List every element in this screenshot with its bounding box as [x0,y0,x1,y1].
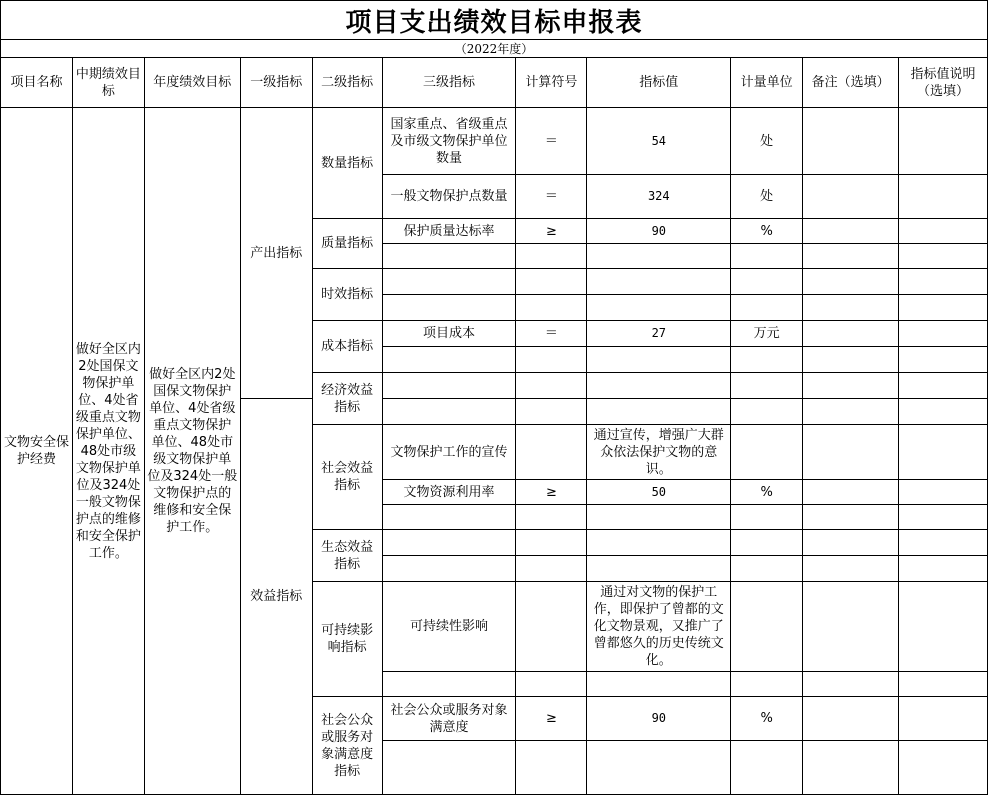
remark-cell [803,741,899,795]
symbol-cell [516,373,587,399]
value-cell [587,505,731,530]
note-cell [899,425,988,480]
remark-cell [803,108,899,175]
remark-cell [803,219,899,244]
unit-cell [731,244,803,269]
remark-cell [803,373,899,399]
remark-cell [803,425,899,480]
unit-cell [731,582,803,672]
remark-cell [803,582,899,672]
indicator-cell [382,399,516,425]
indicator-cell [382,530,516,556]
indicator-cell [382,373,516,399]
header-cell: 项目名称 [1,58,73,108]
note-cell [899,741,988,795]
unit-cell [731,425,803,480]
value-cell [587,399,731,425]
sheet-year: （2022年度） [0,39,988,58]
note-cell [899,347,988,373]
level2-timeliness-cell: 时效指标 [312,269,382,321]
remark-cell [803,672,899,697]
note-cell [899,244,988,269]
symbol-cell: ＝ [516,108,587,175]
level2-sustainable-cell: 可持续影响指标 [312,582,382,697]
note-cell [899,697,988,741]
remark-cell [803,321,899,347]
indicator-cell [382,347,516,373]
value-cell [587,244,731,269]
value-cell: 27 [587,321,731,347]
unit-cell: 处 [731,108,803,175]
note-cell [899,295,988,321]
header-cell: 三级指标 [382,58,516,108]
remark-cell [803,399,899,425]
note-cell [899,582,988,672]
value-cell: 90 [587,697,731,741]
note-cell [899,321,988,347]
remark-cell [803,556,899,582]
unit-cell [731,269,803,295]
header-cell: 指标值 [587,58,731,108]
symbol-cell [516,295,587,321]
unit-cell [731,741,803,795]
header-cell: 一级指标 [240,58,312,108]
remark-cell [803,295,899,321]
value-cell [587,741,731,795]
note-cell [899,556,988,582]
value-cell [587,530,731,556]
header-cell: 备注（选填） [803,58,899,108]
note-cell [899,530,988,556]
symbol-cell: ≥ [516,219,587,244]
note-cell [899,480,988,505]
note-cell [899,219,988,244]
header-cell: 计算符号 [516,58,587,108]
symbol-cell: ≥ [516,480,587,505]
level2-quality-cell: 质量指标 [312,219,382,269]
unit-cell [731,505,803,530]
mid-goal-cell: 做好全区内2处国保文物保护单位、4处省级重点文物保护单位、48处市级文物保护单位及324处一般文物保护点的维修和安全保护工作。 [72,108,144,795]
header-cell: 年度绩效目标 [144,58,240,108]
note-cell [899,373,988,399]
symbol-cell: ＝ [516,175,587,219]
header-cell: 中期绩效目标 [72,58,144,108]
unit-cell: 万元 [731,321,803,347]
symbol-cell [516,399,587,425]
indicator-cell [382,741,516,795]
remark-cell [803,269,899,295]
value-cell: 50 [587,480,731,505]
note-cell [899,269,988,295]
note-cell [899,399,988,425]
indicator-cell [382,505,516,530]
symbol-cell [516,582,587,672]
value-cell: 通过宣传，增强广大群众依法保护文物的意识。 [587,425,731,480]
header-cell: 指标值说明（选填） [899,58,988,108]
unit-cell: % [731,480,803,505]
unit-cell [731,530,803,556]
unit-cell [731,373,803,399]
symbol-cell [516,556,587,582]
indicator-cell: 社会公众或服务对象满意度 [382,697,516,741]
remark-cell [803,244,899,269]
symbol-cell [516,269,587,295]
unit-cell [731,295,803,321]
symbol-cell [516,244,587,269]
indicator-cell: 国家重点、省级重点及市级文物保护单位数量 [382,108,516,175]
project-name-cell: 文物安全保护经费 [1,108,73,795]
level2-quantity-cell: 数量指标 [312,108,382,219]
remark-cell [803,175,899,219]
header-cell: 二级指标 [312,58,382,108]
level1-output-cell: 产出指标 [240,108,312,399]
value-cell: 324 [587,175,731,219]
symbol-cell [516,505,587,530]
indicator-cell: 可持续性影响 [382,582,516,672]
value-cell [587,672,731,697]
annual-goal-cell: 做好全区内2处国保文物保护单位、4处省级重点文物保护单位、48处市级文物保护单位及324处一般文物保护点的维修和安全保护工作。 [144,108,240,795]
symbol-cell: ≥ [516,697,587,741]
level2-ecological-cell: 生态效益指标 [312,530,382,582]
unit-cell [731,347,803,373]
unit-cell [731,556,803,582]
sheet-title: 项目支出绩效目标申报表 [0,0,988,39]
value-cell [587,295,731,321]
indicator-cell [382,556,516,582]
table-row [1,108,988,175]
symbol-cell [516,425,587,480]
target-table [0,57,988,795]
level2-social-cell: 社会效益指标 [312,425,382,530]
symbol-cell [516,741,587,795]
indicator-cell: 文物资源利用率 [382,480,516,505]
unit-cell [731,672,803,697]
note-cell [899,108,988,175]
remark-cell [803,505,899,530]
level2-satisfaction-cell: 社会公众或服务对象满意度指标 [312,697,382,795]
indicator-cell: 一般文物保护点数量 [382,175,516,219]
indicator-cell [382,269,516,295]
value-cell: 54 [587,108,731,175]
remark-cell [803,697,899,741]
indicator-cell [382,244,516,269]
indicator-cell [382,672,516,697]
unit-cell: % [731,219,803,244]
value-cell: 90 [587,219,731,244]
note-cell [899,175,988,219]
symbol-cell [516,530,587,556]
unit-cell: % [731,697,803,741]
value-cell [587,556,731,582]
indicator-cell: 文物保护工作的宣传 [382,425,516,480]
symbol-cell: ＝ [516,321,587,347]
value-cell [587,373,731,399]
note-cell [899,505,988,530]
header-row [1,58,988,108]
symbol-cell [516,672,587,697]
unit-cell [731,399,803,425]
indicator-cell: 保护质量达标率 [382,219,516,244]
note-cell [899,672,988,697]
level2-economic-cell: 经济效益指标 [312,373,382,425]
symbol-cell [516,347,587,373]
level1-benefit-cell: 效益指标 [240,399,312,795]
remark-cell [803,347,899,373]
unit-cell: 处 [731,175,803,219]
indicator-cell: 项目成本 [382,321,516,347]
indicator-cell [382,295,516,321]
remark-cell [803,530,899,556]
remark-cell [803,480,899,505]
value-cell [587,347,731,373]
header-cell: 计量单位 [731,58,803,108]
value-cell [587,269,731,295]
value-cell: 通过对文物的保护工作，即保护了曾都的文化文物景观，又推广了曾都悠久的历史传统文化。 [587,582,731,672]
level2-cost-cell: 成本指标 [312,321,382,373]
